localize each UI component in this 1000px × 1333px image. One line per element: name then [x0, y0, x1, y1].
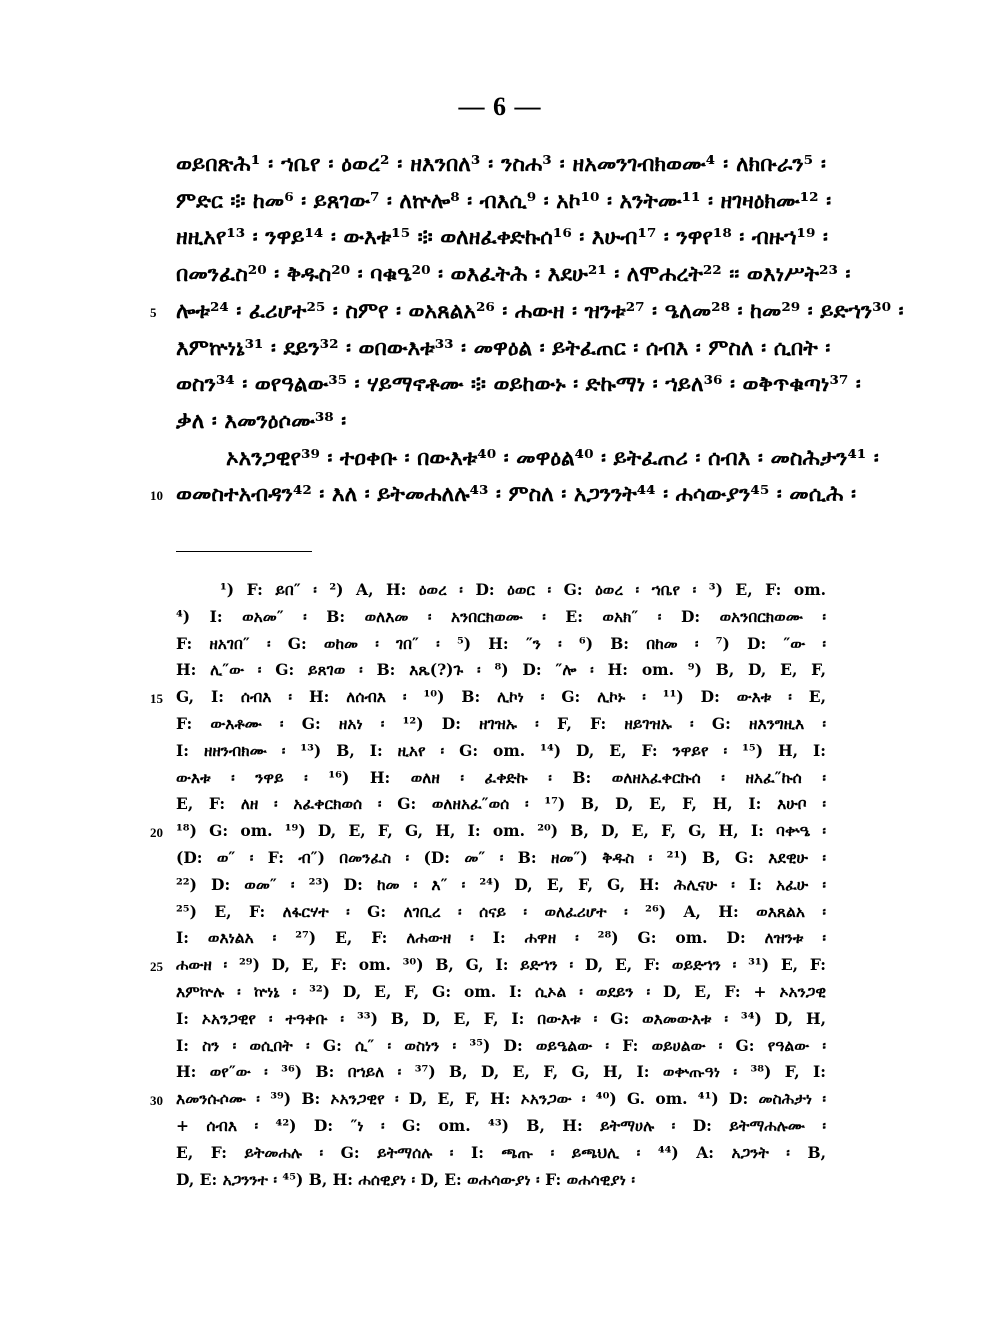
main-line: ዘዚአየ¹³ ፡ ንዋይ¹⁴ ፡ ውእቱ¹⁵ ፨ ወለዘፈቀድኩሰ¹⁶ ፡ እሁብ¹⁷ ፡ ንዋየ¹⁸ ፡ ብዙኀ¹⁹ ፡: [176, 225, 828, 251]
footnote-line: G, I: ሰብእ ፡ H: ለሰብእ ፡ ¹⁰) B: ሊኮነ ፡ G: ሊኮኑ ፡ ¹¹) D: ውእቱ ፡ E,: [176, 687, 826, 707]
footnote-line: I: ዘዘንብክሙ ፡ ¹³) B, I: ዚአየ ፡ G: om. ¹⁴) D, E, F: ንዋይየ ፡ ¹⁵) H, I:: [176, 740, 826, 760]
footnote-divider: [176, 551, 312, 552]
main-line: ወስን³⁴ ፡ ወየዓልው³⁵ ፡ ሃይማኖቶሙ ፨ ወይከውኑ ፡ ድኩማነ ፡ ኀይለ³⁶ ፡ ወቅጥቁጣነ³⁷ ፡: [176, 372, 861, 398]
main-line: ኦአንጋዊየ³⁹ ፡ ተዐቀቡ ፡ በውእቱ⁴⁰ ፡ መዋዕል⁴⁰ ፡ ይትፈጠሪ ፡ ሰብእ ፡ መስሕታን⁴¹ ፡: [226, 445, 879, 471]
footnote-line: ¹⁸) G: om. ¹⁹) D, E, F, G, H, I: om. ²⁰) B, D, E, F, G, H, I: ባቍዔ ፡: [176, 821, 826, 841]
main-line: ወይበጽሕ¹ ፡ ኀቤየ ፡ ዕወረ² ፡ ዘእንበለ³ ፡ ንስሐ³ ፡ ዘአመንገብክወሙ⁴ ፡ ለክቡራን⁵ ፡: [176, 152, 826, 177]
footnote-line: ሐውዘ ፡ ²⁹) D, E, F: om. ³⁰) B, G, I: ይድኀን ፡ D, E, F: ወይድኀን ፡ ³¹) E, F:: [176, 955, 826, 975]
footnote-line: ²⁵) E, F: ለፋርሃተ ፡ G: ለገቢረ ፡ ሰናይ ፡ ወለፈሪሆተ ፡ ²⁶) A, H: ወእጸልአ ፡: [176, 901, 826, 921]
footnote-line: ¹) F: ይበ″ ፡ ²) A, H: ዕወረ ፡ D: ዕወር ፡ G: ዕወረ ፡ ኀቤየ ፡ ³) E, F: om.: [220, 580, 826, 599]
footnote-line: ²²) D: ወመ″ ፡ ²³) D: ከመ ፡ እ″ ፡ ²⁴) D, E, F, G, H: ሕሊናሁ ፡ I: አፈሁ ፡: [176, 874, 826, 894]
line-number: 25: [150, 959, 163, 975]
main-line: ወመስተአብዳን⁴² ፡ እለ ፡ ይትመሐለሉ⁴³ ፡ ምስለ ፡ አጋንንት⁴⁴ ፡ ሐሳውያን⁴⁵ ፡ መሲሕ ፡: [176, 482, 857, 508]
line-number: 30: [150, 1093, 163, 1109]
footnote-line: E, F: ለዘ ፡ አፈቀርክወሰ ፡ G: ወለዘአፈ″ወሰ ፡ ¹⁷) B, D, E, F, H, I: እሁቦ ፡: [176, 794, 826, 814]
line-number: 5: [150, 304, 157, 320]
main-line: በመንፈስ²⁰ ፡ ቅዱስ²⁰ ፡ ባቁዔ²⁰ ፡ ወእፈትሕ ፡ እደሁ²¹ ፡ ለሞሐረት²² ፡፡ ወእነሥት²³ ፡: [176, 262, 851, 288]
footnote-line: (D: ወ″ ፡ F: ብ″) በመንፈስ ፡ (D: መ″ ፡ B: ዘመ″) ቅዱስ ፡ ²¹) B, G: እደዊሁ ፡: [176, 848, 826, 867]
footnote-line: H: ሊ″ው ፡ G: ይጸገወ ፡ B: እጼ(?)ጉ ፡ ⁸) D: ″ሎ ፡ H: om. ⁹) B, D, E, F,: [176, 660, 826, 680]
footnote-line: ውእቱ ፡ ንዋይ ፡ ¹⁶) H: ወለዘ ፡ ፈቀድኩ ፡ B: ወለዘአፈቀርኩሰ ፡ ዘአፈ″ኩሰ ፡: [176, 767, 826, 787]
main-line: ሎቱ²⁴ ፡ ፈሪሆተ²⁵ ፡ ስምየ ፡ ወአጸልአ²⁶ ፡ ሐውዘ ፡ ዝንቱ²⁷ ፡ ዔለመ²⁸ ፡ ከመ²⁹ ፡ ይድኀን³⁰ ፡: [176, 298, 904, 324]
main-line: ምድር ፨ ከመ⁶ ፡ ይጸገው⁷ ፡ ለኵሎ⁸ ፡ ብእሲ⁹ ፡ አኮ¹⁰ ፡ አንትሙ¹¹ ፡ ዘገዛዕክሙ¹² ፡: [176, 188, 832, 214]
footnote-line: እመንሱሶሙ ፡ ³⁹) B: ኦአንጋዊየ ፡ D, E, F, H: ኦአንጋው ፡ ⁴⁰) G. om. ⁴¹) D: መስሕታነ ፡: [176, 1089, 826, 1109]
main-line: እምኵነኔ³¹ ፡ ደይን³² ፡ ወበውእቱ³³ ፡ መዋዕል ፡ ይትፈጠር ፡ ሰብእ ፡ ምስለ ፡ ሲበት ፡: [176, 335, 831, 361]
footnote-line: F: ውእቶሙ ፡ G: ዘአነ ፡ ¹²) D: ዘገዝኡ ፡ F, F: ዘይገዝኡ ፡ G: ዘእንግዚእ ፡: [176, 714, 826, 733]
footnote-line: D, E: አጋንንተ ፡ ⁴⁵) B, H: ሐሰዊያነ ፡ D, E: ወሐሳውያነ ፡ F: ወሐሳዊያነ ፡: [176, 1169, 636, 1189]
footnote-line: እምኵሉ ፡ ኵነኔ ፡ ³²) D, E, F, G: om. I: ሲኦል ፡ ወደይን ፡ D, E, F: + ኦአንጋዊ: [176, 982, 826, 1001]
footnote-line: I: ወእነልአ ፡ ²⁷) E, F: ለሐውዘ ፡ I: ሐዋዘ ፡ ²⁸) G: om. D: ለዝንቱ ፡: [176, 928, 826, 948]
footnote-line: E, F: ይትመሐሉ ፡ G: ይትማሰሉ ፡ I: ጫጡ ፡ ይጫህሊ ፡ ⁴⁴) A: አጋንት ፡ B,: [176, 1142, 826, 1162]
footnote-line: F: ዘአገበ″ ፡ G: ወከመ ፡ ገበ″ ፡ ⁵) H: ″ን ፡ ⁶) B: በከመ ፡ ⁷) D: ″ው ፡: [176, 633, 826, 653]
footnote-line: I: ስን ፡ ወሲበት ፡ G: ሲ″ ፡ ወስነን ፡ ³⁵) D: ወይዔልው ፡ F: ወይሀልው ፡ G: የዓልው ፡: [176, 1035, 826, 1055]
footnote-line: ⁴) I: ወአመ″ ፡ B: ወለእመ ፡ አንበርክወሙ ፡ E: ወአክ″ ፡ D: ወአንበርክወሙ ፡: [176, 606, 826, 626]
line-number: 15: [150, 691, 163, 707]
line-number: 10: [150, 488, 163, 504]
footnote-line: I: ኦአንጋዊየ ፡ ተዓቀቡ ፡ ³³) B, D, E, F, I: በውእቱ ፡ G: ወእመውእቱ ፡ ³⁴) D, H,: [176, 1008, 826, 1028]
footnote-line: H: ወየ″ው ፡ ³⁶) B: በኀይለ ፡ ³⁷) B, D, E, F, G, H, I: ወቍጡዓነ ፡ ³⁸) F, I:: [176, 1062, 826, 1082]
line-number: 20: [150, 825, 163, 841]
page-number: — 6 —: [458, 92, 542, 121]
main-line: ቃለ ፡ እመንዕሶሙ³⁸ ፡: [176, 408, 347, 434]
footnote-line: + ሰብእ ፡ ⁴²) D: ″ነ ፡ G: om. ⁴³) B, H: ይትማሀሉ ፡ D: ይትማሐሉሙ ፡: [176, 1116, 826, 1135]
